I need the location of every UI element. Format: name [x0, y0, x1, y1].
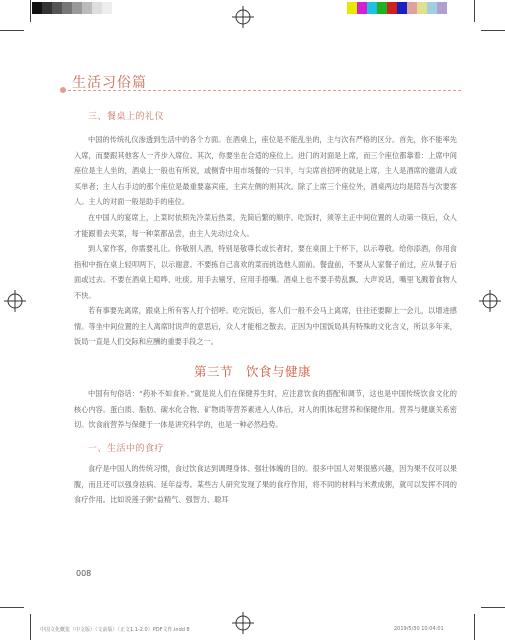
- page-number: 008: [76, 569, 92, 578]
- crop-mark: [474, 0, 475, 22]
- color-swatch: [407, 2, 417, 14]
- color-swatch: [437, 2, 447, 14]
- chapter-title: 第三节 饮食与健康: [193, 364, 311, 379]
- registration-mark-right: [479, 290, 501, 312]
- print-slug-timestamp: 2019/5/30 10:04:01: [394, 626, 444, 632]
- body-paragraph: 在中国人的宴席上，上菜时依照先冷菜后热菜，先简后繁的顺序。吃饭时，须等主正中间位置的人动第一筷后，众人才能跟着去夹菜，每一种菜都品尝，由主人先动过众人。: [74, 213, 457, 238]
- crop-mark: [474, 614, 475, 640]
- chapter-intro-paragraph: 中国有句俗话：“药补不如食补。”就是说人们在保健养生时，应注意饮食的搭配和调节，这也是中国传统饮食文化的核心内容。蛋白质、脂肪、碳水化合物、矿物质等营养素进入人体后，对人的肌体起营养和保健作用。营养与健康关系密切。饮食前营养与保健于一体是讲究科学的，也是一种必然趋势。: [74, 389, 457, 429]
- color-swatch: [42, 2, 52, 14]
- body-paragraph: 若有事要先离席，跟桌上所有客人打个招呼。吃完饭后，客人们一般不会马上离席，往往还要聊上一会儿，以增进感情。等坐中间位置的主人离席时说声的意思后，众人才能相之散去。正因为中国饭局具有特殊的文化含义，所以多年来，饭局一直是人们交际和应酬的重要手段之一。: [74, 306, 457, 346]
- color-swatch: [367, 2, 377, 14]
- registration-mark-top: [232, 6, 254, 28]
- color-swatch: [102, 2, 112, 14]
- body-paragraph: 中国的传统礼仪渗透到生活中的各个方面。在酒桌上，座位是不能乱坐的，主与次有严格的区分。首先，你不能率先入席，而要跟其他客人一齐步入席位。其次，你要坐在合适的座位上。进门的对面是上席，而三个座位都靠着：上席中间座位是主人坐的，酒桌上一般也有所说，或侧背中用市场餐的一只半，与尖席首招呼的就是上席，主人是酒席的邀请人或买单者；主人右手边的那个座位是最重要嘉宾座，主宾左侧的则其次。除了上席三个座位外，酒桌两边均是陪吾与次要客人。主人的对面一般是助手的座位。: [74, 135, 457, 206]
- grayscale-swatch-bar: [32, 2, 112, 14]
- registration-mark-bottom: [232, 612, 254, 634]
- crop-mark: [0, 30, 24, 31]
- color-swatch: [427, 2, 437, 14]
- color-swatch: [347, 2, 357, 14]
- color-swatch-bar: [347, 2, 447, 14]
- color-swatch: [72, 2, 82, 14]
- color-swatch: [52, 2, 62, 14]
- color-swatch: [417, 2, 427, 14]
- color-swatch: [92, 2, 102, 14]
- color-swatch: [387, 2, 397, 14]
- color-swatch: [377, 2, 387, 14]
- color-swatch: [82, 2, 92, 14]
- body-paragraph: 到人家作客，你需要礼让。你敬别人酒，特别是敬尊长或长者时，要在桌面上干杯下，以示尊敬。给你添酒，你用食指和中指在桌上轻叩两下，以示谢意。不要拣自己喜欢的菜而挑选他人面前。餐盘前，不要从人家餐子前过，应从餐子后面或过去。不要在酒桌上喧哗、吐痰。用手去剔牙，应用手捂嘴。酒桌上也不要手势乱飘、大声说话，嘴里飞溅着食物人不快。: [74, 244, 457, 300]
- crop-mark: [0, 607, 24, 608]
- color-swatch: [357, 2, 367, 14]
- section-heading-table-manners: 三、餐桌上的礼仪: [88, 112, 165, 122]
- running-header-title: 生活习俗篇: [72, 75, 147, 91]
- color-swatch: [32, 2, 42, 14]
- crop-mark: [30, 614, 31, 640]
- color-swatch: [397, 2, 407, 14]
- body-paragraph: 食疗是中国人的传统习惯，食过饮食达到调理身体、强壮体魄的目的。很多中国人对果很感兴趣，因为果不仅可以果腹，而且还可以强身祛病、延年益寿。某些古人研究发现了果的食疗作用，将不同的材料与米煮成粥，就可以发挥不同的食疗作用。比如说莲子粥“益精气、强智力、聪耳: [74, 464, 457, 504]
- print-slug-filename: 中国文化概览（中文版）（文前版）（正文1.1-2.0）PDF文件.indd 8: [40, 627, 190, 633]
- section-heading-food-therapy: 一、生活中的食疗: [88, 444, 165, 454]
- registration-mark-left: [4, 290, 26, 312]
- color-swatch: [62, 2, 72, 14]
- crop-mark: [30, 0, 31, 22]
- crop-mark: [481, 30, 505, 31]
- header-rule: [63, 90, 461, 91]
- crop-mark: [481, 607, 505, 608]
